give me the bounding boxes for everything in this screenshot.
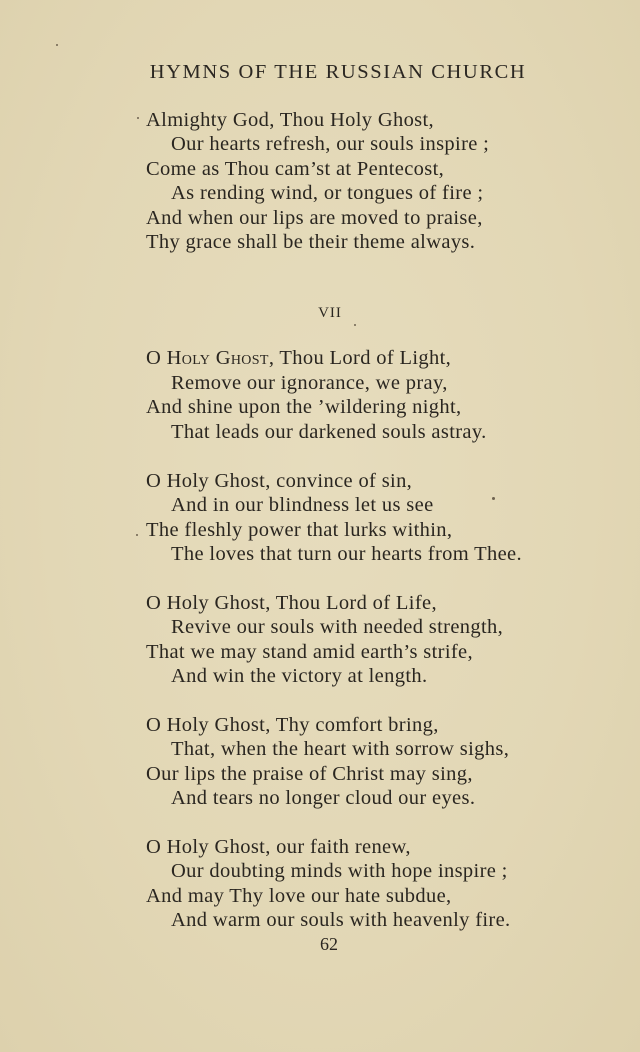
stanza-e-line-1: O Holy Ghost, our faith renew, <box>146 836 411 858</box>
stanza-b-line-1: O Holy Ghost, convince of sin, <box>146 470 413 492</box>
section-opening-line <box>146 346 451 370</box>
stanza-e-line-2: Our doubting minds with hope inspire ; <box>171 860 508 882</box>
stanza-1-line-5: And when our lips are moved to praise, <box>146 207 483 229</box>
stanza-d-line-4: And tears no longer cloud our eyes. <box>171 787 476 809</box>
scan-speck <box>56 44 58 46</box>
scan-speck <box>136 534 138 536</box>
stanza-1-line-6: Thy grace shall be their theme always. <box>146 231 476 253</box>
stanza-1-line-4: As rending wind, or tongues of fire ; <box>171 182 484 204</box>
opening-rest: , Thou Lord of Light, <box>268 347 452 369</box>
running-head: HYMNS OF THE RUSSIAN CHURCH <box>149 61 527 83</box>
stanza-c-line-3: That we may stand amid earth’s strife, <box>146 641 473 663</box>
stanza-e-line-3: And may Thy love our hate subdue, <box>146 885 452 907</box>
stanza-b-line-3: The fleshly power that lurks within, <box>146 519 453 541</box>
stanza-d-line-3: Our lips the praise of Christ may sing, <box>146 763 473 785</box>
scan-speck <box>354 324 356 326</box>
stanza-c-line-4: And win the victory at length. <box>171 665 428 687</box>
stanza-a-line-3: And shine upon the ’wildering night, <box>146 396 462 418</box>
stanza-d-line-1: O Holy Ghost, Thy comfort bring, <box>146 714 439 736</box>
scan-speck <box>137 117 139 119</box>
stanza-c-line-1: O Holy Ghost, Thou Lord of Life, <box>146 592 437 614</box>
stanza-1-line-1: Almighty God, Thou Holy Ghost, <box>146 109 435 131</box>
section-number: VII <box>318 305 342 321</box>
stanza-b-line-2: And in our blindness let us see <box>171 494 434 516</box>
stanza-1-line-3: Come as Thou cam’st at Pentecost, <box>146 158 445 180</box>
stanza-b-line-4: The loves that turn our hearts from Thee. <box>171 543 522 565</box>
stanza-c-line-2: Revive our souls with needed strength, <box>171 616 504 638</box>
stanza-1-line-2: Our hearts refresh, our souls inspire ; <box>171 133 490 155</box>
page-number: 62 <box>320 934 338 954</box>
stanza-e-line-4: And warm our souls with heavenly fire. <box>171 909 511 931</box>
scan-speck <box>492 497 495 500</box>
stanza-a-line-2: Remove our ignorance, we pray, <box>171 372 448 394</box>
stanza-a-line-4: That leads our darkened souls astray. <box>171 421 487 443</box>
stanza-d-line-2: That, when the heart with sorrow sighs, <box>171 738 510 760</box>
opening-initial: O <box>146 347 167 369</box>
opening-small-caps: Holy Ghost <box>166 347 269 369</box>
